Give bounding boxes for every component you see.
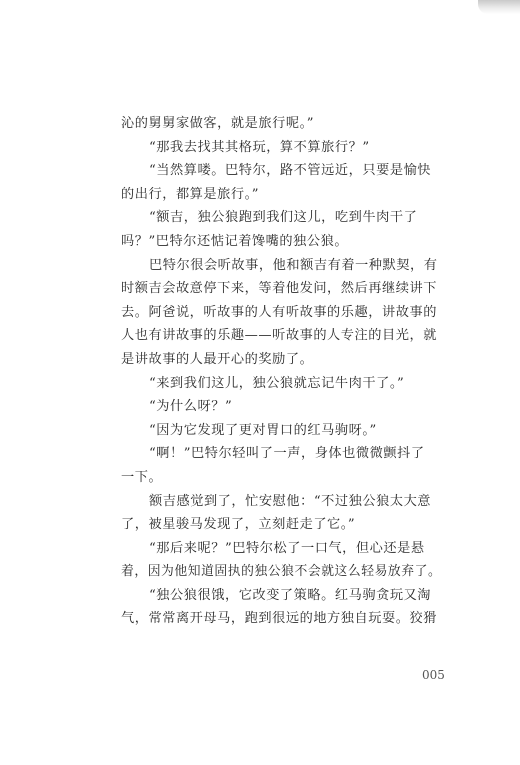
text-line-13: “为什么呀？” (149, 399, 233, 415)
text-line-22: 气，常常离开母马，跑到很远的地方独自玩耍。狡猾 (121, 611, 437, 627)
text-line-7: 巴特尔很会听故事，他和额吉有着一种默契，有 (149, 257, 438, 273)
text-line-19: “那后来呢？”巴特尔松了一口气，但心还是悬 (149, 540, 425, 556)
page-number: 005 (422, 668, 445, 682)
text-line-10: 人也有讲故事的乐趣——听故事的人专注的目光，就 (121, 328, 437, 344)
text-line-6: 吗？”巴特尔还惦记着馋嘴的独公狼。 (121, 233, 349, 249)
text-line-15: “啊！”巴特尔轻叫了一声，身体也微微颤抖了 (149, 446, 425, 462)
text-line-20: 着，因为他知道固执的独公狼不会就这么轻易放弃了。 (121, 564, 442, 580)
text-line-14: “因为它发现了更对胃口的红马驹呀。” (149, 422, 377, 438)
text-line-11: 是讲故事的人最开心的奖励了。 (121, 351, 314, 367)
text-line-18: 了，被星骏马发现了，立刻赶走了它。” (121, 517, 356, 533)
text-line-9: 去。阿爸说，听故事的人有听故事的乐趣，讲故事的 (121, 304, 437, 320)
text-line-8: 时额吉会故意停下来，等着他发问，然后再继续讲下 (121, 281, 437, 297)
text-line-21: “独公狼很饿，它改变了策略。红马驹贪玩又淘 (149, 587, 432, 603)
text-line-12: “来到我们这儿，独公狼就忘记牛肉干了。” (149, 375, 405, 391)
text-line-1: 沁的舅舅家做客，就是旅行呢。” (121, 116, 315, 131)
page-corner-shadow (478, 0, 520, 14)
text-line-17: 额吉感觉到了，忙安慰他：“不过独公狼太大意 (149, 493, 432, 509)
text-line-5: “额吉，独公狼跑到我们这儿，吃到牛肉干了 (149, 210, 418, 226)
text-line-3: “当然算喽。巴特尔，路不管远近，只要是愉快 (149, 163, 432, 179)
body-text (121, 112, 441, 631)
text-line-2: “那我去找其其格玩，算不算旅行？” (149, 139, 370, 155)
text-line-4: 的出行，都算是旅行。” (121, 186, 260, 202)
text-line-16: 一下。 (121, 469, 163, 485)
